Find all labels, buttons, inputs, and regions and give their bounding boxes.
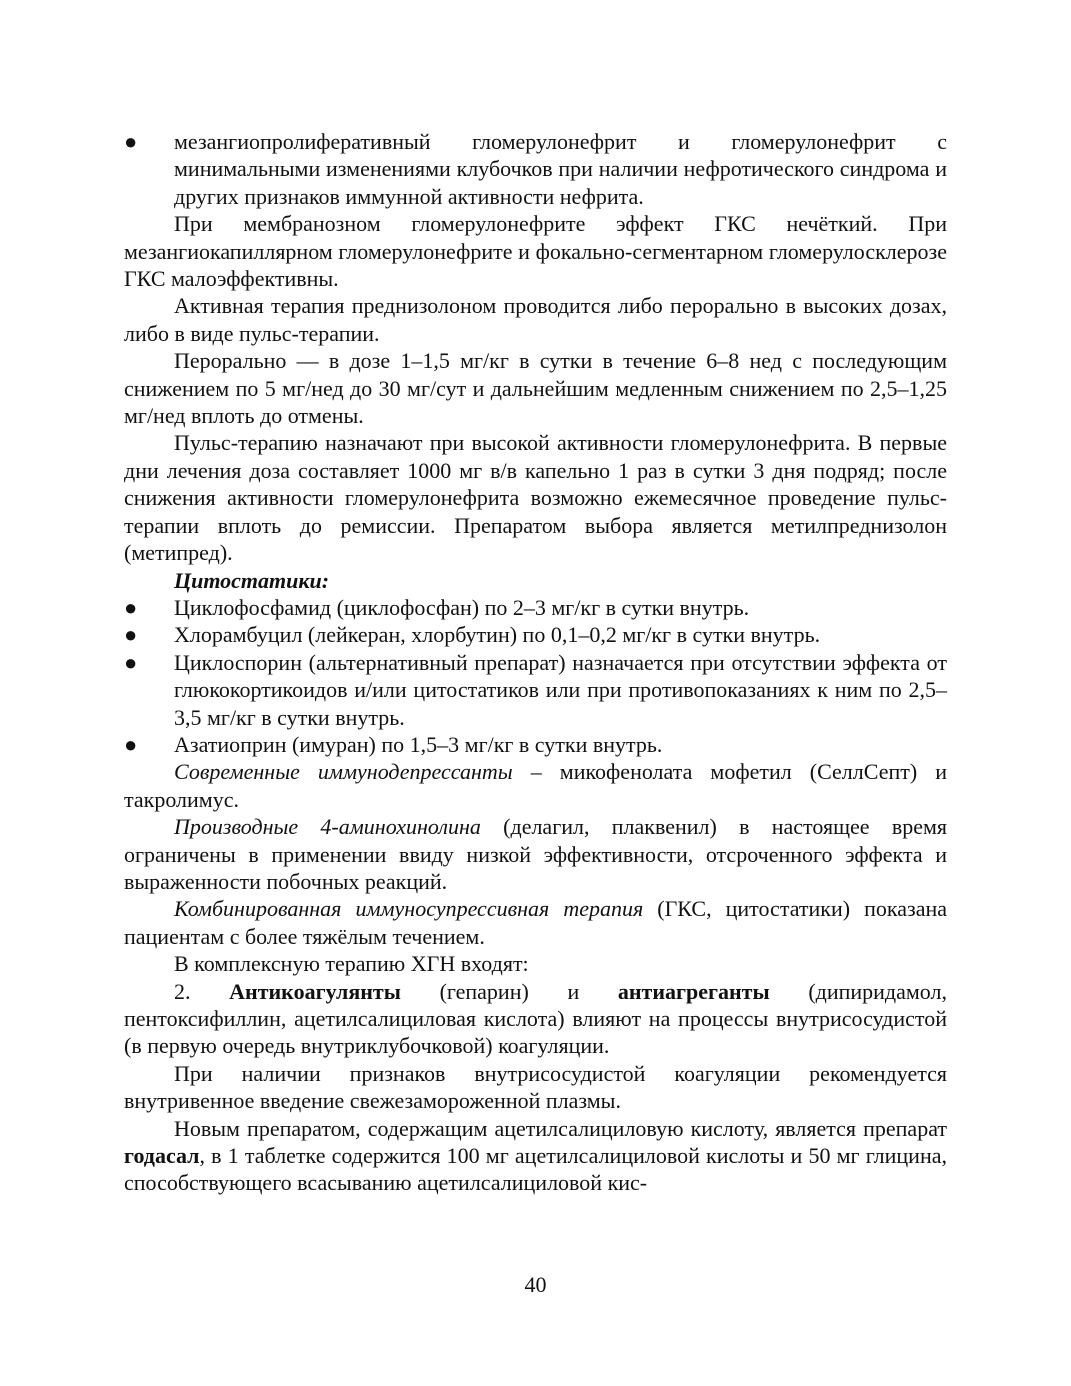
bullet-icon: ● [124,594,138,620]
paragraph [124,978,947,1060]
paragraph: Перорально — в дозе 1–1,5 мг/кг в сутки в течение 6–8 нед с последующим снижением по 5 мг/нед до 30 мг/сут и дальнейшим медленным снижением по 2,5–1,25 мг/нед вплоть до отмены. [124,348,947,429]
paragraph: Пульс-терапию назначают при высокой активности гломерулонефрита. В первые дни лечения доза составляет 1000 мг в/в капельно 1 раз в сутки 3 дня подряд; после снижения активности гломерулонефрита возможно ежемесячное проведение пульс-терапии вплоть до ремиссии. Препаратом выбора является метилпреднизолон (метипред). [124,430,947,566]
list-item-text: Хлорамбуцил (лейкеран, хлорбутин) по 0,1–0,2 мг/кг в сутки внутрь. [174,622,821,648]
bold-term: Антикоагулянты [229,978,401,1004]
paragraph-text: Новым препаратом, содержащим ацетилсалициловую кислоту, является препарат [174,1115,947,1141]
paragraph-text: (гепарин) и [400,978,618,1004]
bold-term: годасал [124,1143,200,1169]
italic-term: Производные 4-аминохинолина [174,814,481,840]
page-number: 40 [524,1272,547,1297]
bullet-icon: ● [124,129,138,154]
paragraph: Активная терапия преднизолоном проводится либо перорально в высоких дозах, либо в виде пульс-терапии. [124,293,947,346]
paragraph-text: , в 1 таблетке содержится 100 мг ацетилсалициловой кислоты и 50 мг глицина, способствующего всасыванию ацетилсалициловой кис- [124,1143,947,1196]
bullet-icon: ● [124,649,138,675]
list-item [124,128,947,210]
paragraph-text: (дипиридамол, пентоксифиллин, ацетилсалициловая кислота) влияют на процессы внутрисосудистой (в первую очередь внутриклубочковой) коагуляции. [124,978,947,1059]
list-item-text: Циклоспорин (альтернативный препарат) назначается при отсутствии эффекта от глюкокортикоидов и/или цитостатиков или при противопоказаниях к ним по 2,5–3,5 мг/кг в сутки внутрь. [174,649,947,730]
bullet-icon: ● [124,622,138,648]
italic-term: Комбинированная иммуносупрессивная терапия [174,896,644,922]
paragraph: При наличии признаков внутрисосудистой коагуляции рекомендуется внутривенное введение свежезамороженной плазмы. [124,1060,947,1114]
list-item [124,649,947,731]
list-item-text: Циклофосфамид (циклофосфан) по 2–3 мг/кг в сутки внутрь. [174,594,750,620]
paragraph [124,813,947,895]
list-item [124,594,947,621]
page-content [124,128,947,1197]
italic-term: Современные иммунодепрессанты [174,759,513,785]
paragraph [124,895,947,950]
section-subheading: Цитостатики: [174,567,330,593]
paragraph: В комплексную терапию ХГН входят: [174,951,529,977]
bold-term: антиагреганты [617,978,770,1004]
paragraph-text: (делагил, плаквенил) в настоящее время ограничены в применении ввиду низкой эффективности, отсроченного эффекта и выраженности побочных реакций. [124,814,948,894]
list-item [124,731,947,758]
paragraph [124,758,947,813]
paragraph [124,1115,947,1197]
list-item-text: мезангиопролиферативный гломерулонефрит и гломерулонефрит с минимальными изменениями клубочков при наличии нефротического синдрома и других признаков иммунной активности нефрита. [174,129,947,209]
list-item-text: Азатиоприн (имуран) по 1,5–3 мг/кг в сутки внутрь. [174,731,663,757]
paragraph-text: 2. [174,978,230,1004]
list-item [124,621,947,648]
paragraph: При мембранозном гломерулонефрите эффект ГКС нечёткий. При мезангиокапиллярном гломерулонефрите и фокально-сегментарном гломерулосклерозе ГКС малоэффективны. [124,211,947,292]
bullet-icon: ● [124,731,138,757]
paragraph-text: (ГКС, цитостатики) показана пациентам с более тяжёлым течением. [124,896,947,949]
paragraph-text: – микофенолата мофетил (СеллСепт) и такролимус. [124,759,947,812]
